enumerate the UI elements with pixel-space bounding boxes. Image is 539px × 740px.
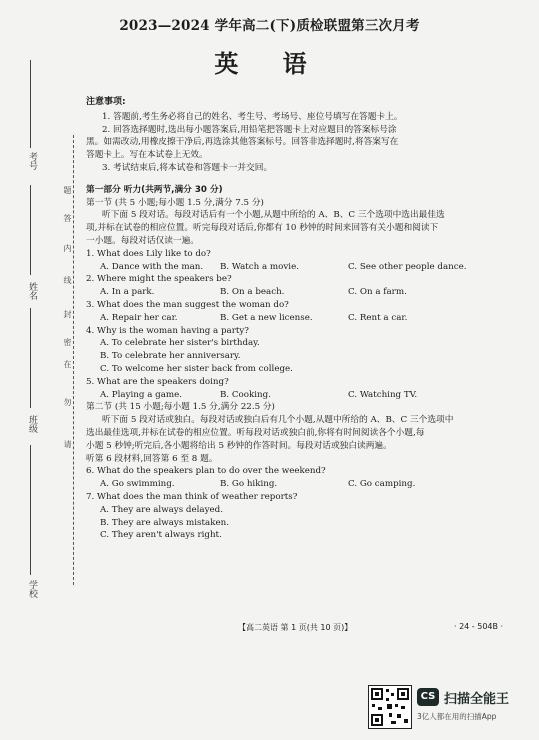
question-2: 2. Where might the speakers be? [86,274,232,285]
option-c: C. On a farm. [348,287,407,298]
class-label: 班级 [27,415,37,433]
section2-instr-2: 选出最佳选项,并标在试卷的相应位置。听每段对话或独白前,你将有时间阅读各个小题,每 [86,427,425,438]
question-1: 1. What does Lily like to do? [86,248,211,259]
option-a: A. Playing a game. [100,389,183,400]
seal-warn-9: 题 [63,186,72,194]
notice-title: 注意事项: [86,97,126,107]
exam-no-line [30,60,31,148]
question-5-options [86,389,524,402]
qr-code[interactable] [368,685,412,729]
question-3-options [86,312,524,325]
seal-warn-4: 密 [63,338,72,346]
option-c: C. Watching TV. [348,389,418,400]
exam-no-label: 考号 [27,152,37,170]
question-1-options [86,261,524,274]
option-b: B. On a beach. [220,287,285,298]
option-b: B. Watch a movie. [220,261,299,272]
option-a: A. Dance with the man. [100,261,204,272]
seal-warn-3: 在 [63,360,72,368]
question-5: 5. What are the speakers doing? [86,376,229,387]
option-c: C. Go camping. [348,479,416,490]
option-b: B. Get a new license. [220,312,313,323]
exam-title: 2023—2024 学年高二(下)质检联盟第三次月考 [119,18,420,34]
camscanner-tagline: 3亿人都在用的扫描App [417,712,497,721]
seal-warn-2: 勿 [63,398,72,406]
part1-heading: 第一部分 听力(共两节,满分 30 分) [86,184,223,195]
question-6: 6. What do the speakers plan to do over the weekend? [86,466,326,477]
question-7-option-b: B. They are always mistaken. [100,517,229,528]
section1-heading: 第一节 (共 5 小题;每小题 1.5 分,满分 7.5 分) [86,197,264,208]
notice-line-1: 1. 答题前,考生务必将自己的姓名、考生号、考场号、座位号填写在答题卡上。 [102,111,403,122]
material-6-note: 听第 6 段材料,回答第 6 至 8 题。 [86,453,218,464]
section1-instr-1: 听下面 5 段对话。每段对话后有一个小题,从题中所给的 A、B、C 三个选项中选出最佳选 [102,210,445,221]
class-line [30,308,31,408]
question-7: 7. What does the man think of weather reports? [86,491,298,502]
page-number: 【高二英语 第 1 页(共 10 页)】 [238,623,353,632]
option-b: B. Cooking. [220,389,271,400]
notice-line-2: 2. 回答选择题时,选出每小题答案后,用铅笔把答题卡上对应题目的答案标号涂 [102,124,397,135]
exam-code: · 24 - 504B · [454,622,504,631]
option-b: B. Go hiking. [220,479,278,490]
question-4-option-a: A. To celebrate her sister's birthday. [100,338,260,349]
seal-warn-6: 线 [63,276,72,284]
notice-line-5: 3. 考试结束后,将本试卷和答题卡一并交回。 [102,162,273,173]
school-label: 学校 [27,580,37,598]
notice-line-4: 答题卡上。写在本试卷上无效。 [86,150,208,161]
question-3: 3. What does the man suggest the woman do? [86,299,289,310]
exam-content [86,96,524,542]
section2-instr-3: 小题 5 秒钟;听完后,各小题将给出 5 秒钟的作答时间。每段对话或独白读两遍。 [86,440,392,451]
question-4: 4. Why is the woman having a party? [86,325,249,336]
seal-warn-8: 答 [63,214,72,222]
option-a: A. In a park. [100,287,155,298]
section1-instr-2: 项,并标在试卷的相应位置。听完每段对话后,你都有 10 秒钟的时间来回答有关小题和阅读下 [86,223,439,234]
qr-code-graphic [369,686,411,728]
option-c: C. See other people dance. [348,261,467,272]
name-line [30,185,31,275]
seal-warn-5: 封 [63,310,72,318]
camscanner-name: 扫描全能王 [444,692,510,707]
seal-line [73,135,74,585]
option-a: A. Go swimming. [100,479,175,490]
camscanner-logo-icon: CS [417,688,439,706]
notice-line-3: 黑。如需改动,用橡皮擦干净后,再选涂其他答案标号。回答非选择题时,将答案写在 [86,137,399,148]
question-6-options [86,478,524,491]
question-7-option-c: C. They aren't always right. [100,530,222,541]
subject-title: 英 语 [214,50,325,78]
option-c: C. Rent a car. [348,312,408,323]
seal-warn-7: 内 [63,244,72,252]
school-line [30,445,31,575]
seal-warn-1: 请 [63,440,72,448]
section2-instr-1: 听下面 5 段对话或独白。每段对话或独白后有几个小题,从题中所给的 A、B、C 三个选项中 [102,415,454,426]
question-2-options [86,286,524,299]
section2-heading: 第二节 (共 15 小题;每小题 1.5 分,满分 22.5 分) [86,402,275,413]
question-4-option-c: C. To welcome her sister back from college. [100,363,293,374]
option-a: A. Repair her car. [100,312,178,323]
section1-instr-3: 一小题。每段对话仅读一遍。 [86,235,199,246]
question-7-option-a: A. They are always delayed. [100,504,223,515]
name-label: 姓名 [27,282,37,300]
question-4-option-b: B. To celebrate her anniversary. [100,351,241,362]
